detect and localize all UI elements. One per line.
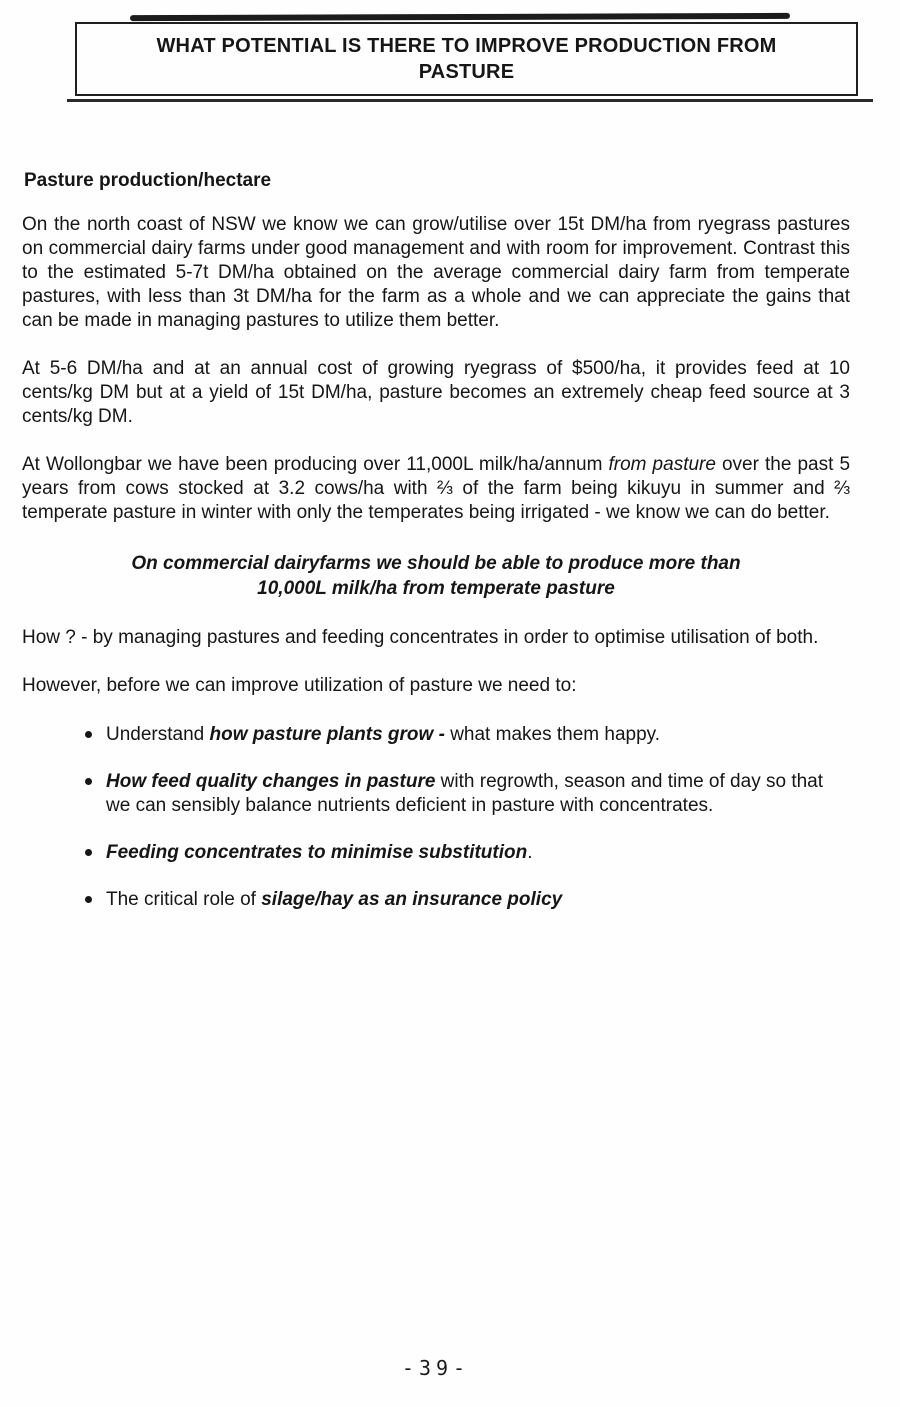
bullet-text-pre: Understand	[106, 724, 210, 745]
page-number: -39-	[401, 1356, 471, 1380]
bullet-text-pre: The critical role of	[106, 889, 262, 910]
bullet-icon	[85, 778, 92, 785]
bullet-text-emphasis: silage/hay as an insurance policy	[261, 889, 563, 910]
key-statement-line1: On commercial dairyfarms we should be able to produce more than	[131, 553, 741, 574]
scan-smudge-top	[130, 13, 790, 21]
key-statement	[22, 551, 850, 601]
bullet-text-post: .	[527, 842, 533, 863]
page-title: WHAT POTENTIAL IS THERE TO IMPROVE PRODUCTION FROM PASTURE	[156, 35, 777, 83]
title-box	[75, 22, 858, 96]
bullet-text-emphasis: How feed quality changes in pasture	[106, 771, 436, 792]
bullet-item-concentrates	[85, 841, 825, 865]
bullet-text-emphasis: how pasture plants grow -	[209, 724, 445, 745]
bullet-icon	[85, 731, 92, 738]
paragraph-wollongbar-italic: from pasture	[608, 454, 716, 475]
bullet-list	[85, 723, 850, 912]
bullet-icon	[85, 896, 92, 903]
bullet-item-feed-quality	[85, 770, 825, 818]
bullet-text-post: with regrowth, season and time of day so that we can sensibly balance nutrients deficient in pasture with concentrates.	[106, 771, 824, 816]
paragraph-wollongbar-pre: At Wollongbar we have been producing over 11,000L milk/ha/annum	[22, 454, 609, 475]
bullet-item-pasture-growth	[85, 723, 825, 747]
scan-smudge-bottom	[67, 99, 873, 102]
bullet-text-post: what makes them happy.	[444, 724, 661, 745]
bullet-text-emphasis: Feeding concentrates to minimise substitution	[106, 842, 528, 863]
paragraph-pasture-production: On the north coast of NSW we know we can grow/utilise over 15t DM/ha from ryegrass pastures on commercial dairy farms under good management and with room for improvement. Contrast this to the estimated 5-7t DM/ha obtained on the average commercial dairy farm from temperate pastures, with less than 3t DM/ha for the farm as a whole and we can appreciate the gains that can be made in managing pastures to utilize them better.	[22, 214, 850, 331]
paragraph-how: How ? - by managing pastures and feeding concentrates in order to optimise utilisation of both.	[22, 627, 819, 648]
paragraph-wollongbar	[22, 453, 850, 525]
paragraph-however: However, before we can improve utilization of pasture we need to:	[22, 675, 577, 696]
title-box-wrap	[75, 22, 858, 96]
section-heading: Pasture production/hectare	[24, 170, 272, 191]
paragraph-wollongbar-post: over the past 5 years from cows stocked at 3.2 cows/ha with ⅔ of the farm being kikuyu in summer and ⅔ temperate pasture in winter with only the temperates being irrigated - we know we can do better.	[22, 454, 851, 523]
key-statement-line2: 10,000L milk/ha from temperate pasture	[257, 578, 615, 599]
paragraph-cost-of-feed: At 5-6 DM/ha and at an annual cost of growing ryegrass of $500/ha, it provides feed at 10 cents/kg DM but at a yield of 15t DM/ha, pasture becomes an extremely cheap feed source at 3 cents/kg DM.	[22, 358, 850, 427]
bullet-item-silage-hay	[85, 888, 825, 912]
document-content	[0, 170, 900, 912]
bullet-icon	[85, 849, 92, 856]
